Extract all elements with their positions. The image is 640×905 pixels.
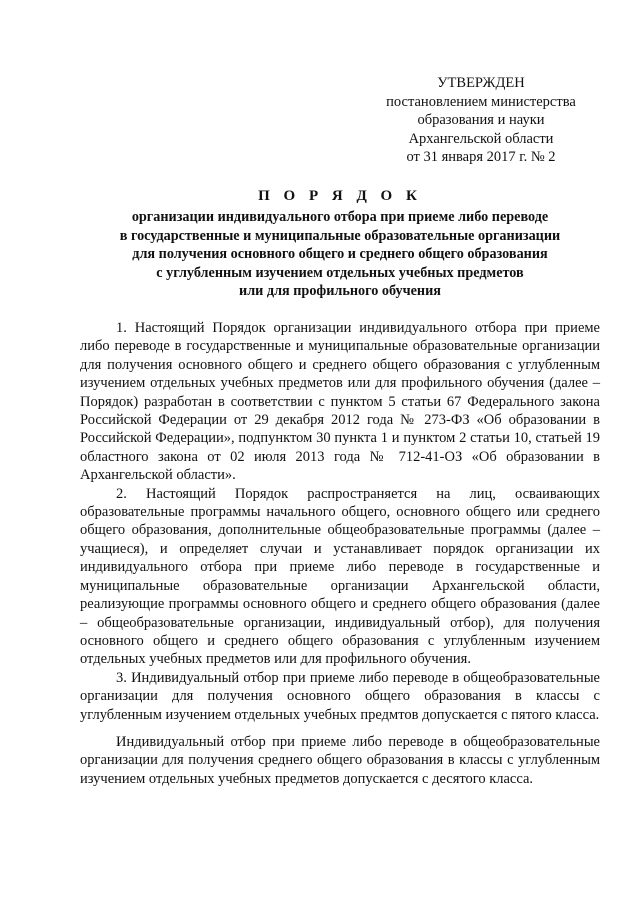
approval-line: от 31 января 2017 г. № 2 (406, 149, 556, 166)
paragraph-2: 2. Настоящий Порядок распространяется на лиц, осваивающих образовательные программы начального общего, основного общего или среднего общего образования, дополнительные общеобразовательные программы (далее – учащиеся), и определяет случаи и устанавливает порядок организации их индивидуального отбора при приеме либо переводе в государственные и муниципальные образовательные организации Архангельской области, реализующие программы основного общего и среднего общего образования (далее – общеобразовательные организации, индивидуальный отбор), для получения основного общего и среднего общего образования с углубленным изучением отдельных учебных предметов или для профильного обучения. (80, 485, 600, 668)
subtitle-line: с углубленным изучением отдельных учебных предметов (156, 264, 524, 281)
approval-stamp (372, 74, 590, 167)
approval-line: постановлением министерства (386, 93, 576, 110)
paragraph-3: 3. Индивидуальный отбор при приеме либо переводе в общеобразовательные организации для получения основного общего образования в классы с углубленным изучением отдельных учебных предмтов допускается с пятого класса. (80, 669, 600, 723)
subtitle-line: для получения основного общего и среднего общего образования (132, 246, 548, 263)
paragraph-spacer (80, 724, 600, 733)
document-title (80, 186, 600, 301)
approval-line: УТВЕРЖДЕН (437, 75, 525, 91)
document-body (80, 319, 600, 788)
title-subtitle (80, 208, 600, 301)
subtitle-line: в государственные и муниципальные образовательные организации (119, 227, 561, 244)
paragraph-1: 1. Настоящий Порядок организации индивидуального отбора при приеме либо переводе в государственные и муниципальные образовательные организации для получения основного общего и среднего общего образования с углубленным изучением отдельных учебных предметов или для профильного обучения (далее – Порядок) разработан в соответствии с пунктом 5 статьи 67 Федерального закона Российской Федерации от 29 декабря 2012 года № 273-ФЗ «Об образовании в Российской Федерации», подпунктом 30 пункта 1 и пунктом 2 статьи 10, статьей 19 областного закона от 02 июля 2013 года № 712-41-ОЗ «Об образовании в Архангельской области». (80, 320, 600, 484)
paragraph-4: Индивидуальный отбор при приеме либо переводе в общеобразовательные организации для получения среднего общего образования в классы с углубленным изучением отдельных учебных предметов допускается с десятого класса. (80, 733, 600, 787)
approval-line: Архангельской области (408, 130, 554, 147)
subtitle-line: организации индивидуального отбора при приеме либо переводе (131, 209, 549, 225)
subtitle-line: или для профильного обучения (239, 283, 441, 300)
title-heading: П О Р Я Д О К (258, 188, 422, 204)
approval-line: образования и науки (417, 112, 545, 129)
